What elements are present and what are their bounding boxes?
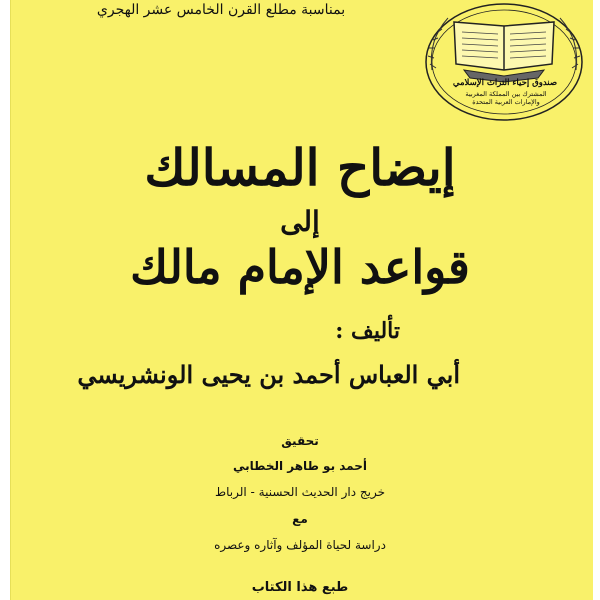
seal-subcaption: المشترك بين المملكة المغربية والإمارات العربية المتحدة [465, 90, 547, 106]
title-connector: إلى [280, 205, 320, 238]
study-description: دراسة لحياة المؤلف وآثاره وعصره [214, 538, 386, 552]
author-label: تأليف : [335, 318, 400, 344]
book-title-second-line: قواعد الإمام مالك [130, 240, 470, 294]
editor-affiliation: خريج دار الحديث الحسنية - الرباط [215, 485, 385, 499]
with-label: مع [292, 512, 308, 526]
verification-label: تحقيق [281, 434, 319, 448]
editor-name: أحمد بو طاهر الخطابي [232, 459, 367, 473]
seal-caption: صندوق إحياء التراث الإسلامي [452, 78, 558, 88]
open-book-emblem-icon [418, 0, 590, 126]
occasion-line: بمناسبة مطلع القرن الخامس عشر الهجري [96, 2, 346, 18]
printed-note: طبع هذا الكتاب [251, 580, 349, 595]
author-name: أبي العباس أحمد بن يحيى الونشريسي [77, 360, 460, 389]
book-title-main: إيضاح المسالك [144, 138, 456, 197]
